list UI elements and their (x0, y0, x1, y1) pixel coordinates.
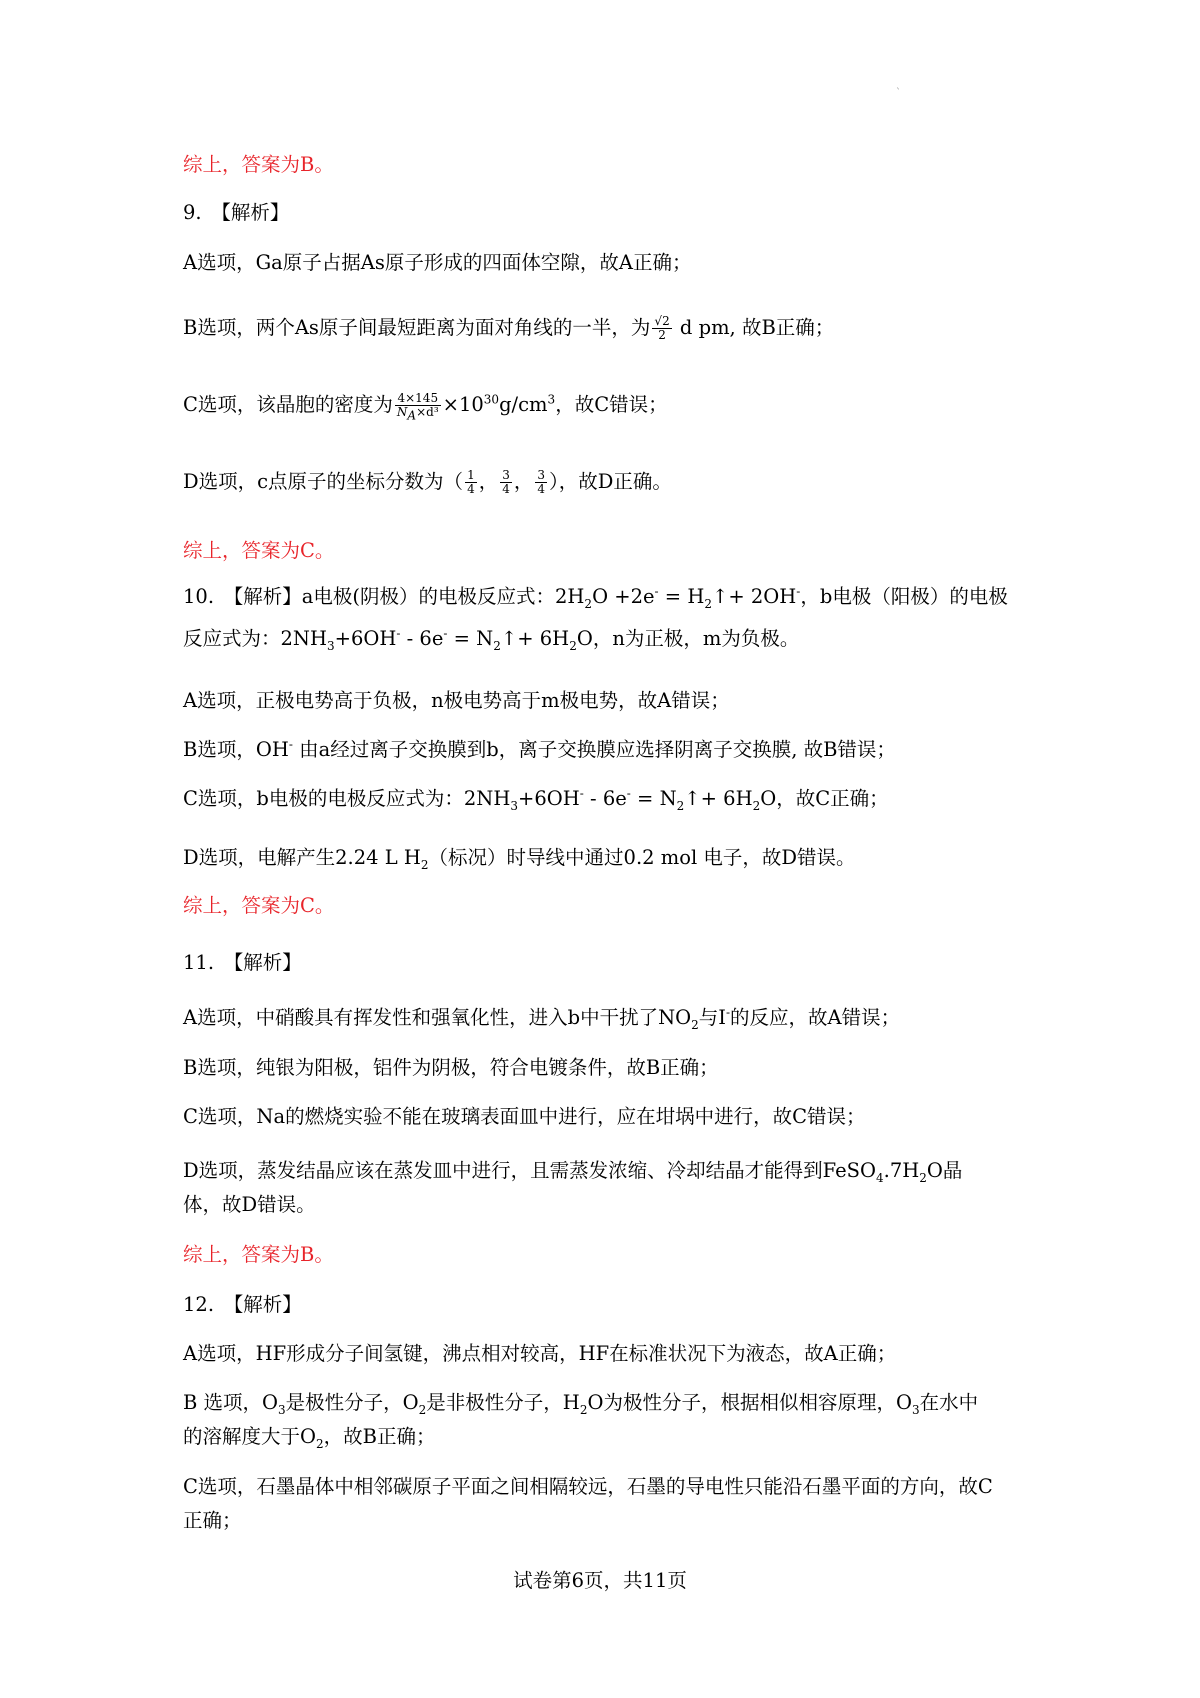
q10-reaction: 反应式为：$2NH_3+6OH^- - 6e^-$ = $N_2↑+ 6H_2O$，n为正极，m为负极。 (183, 626, 800, 653)
corner-mark: ` (896, 88, 901, 99)
q11-option-b: B选项，纯银为阳极，铝件为阴极，符合电镀条件，故B正确； (183, 1056, 719, 1079)
q10-option-b: B选项，OH- 由a经过离子交换膜到b，离子交换膜应选择阴离子交换膜, 故B错误； (183, 737, 896, 761)
density-fraction: $\frac{4\times 145}{N_A\times d^3}$ (396, 391, 439, 423)
q11-option-d: D选项，蒸发结晶应该在蒸发皿中进行，且需蒸发浓缩、冷却结晶才能得到$FeSO_4.7H_2O$晶 (183, 1159, 963, 1185)
q10-option-a: A选项，正极电势高于负极，n极电势高于m极电势，故A错误； (183, 689, 730, 712)
q12-option-b-cont: 的溶解度大于$O_2$，故B正确； (183, 1425, 436, 1451)
page-footer: 试卷第6页，共11页 (513, 1569, 687, 1592)
q10-option-d: D选项，电解产生2.24 L $H_2$（标况）时导线中通过0.2 mol 电子，故D错误。 (183, 846, 856, 872)
conclusion-9: 综上，答案为C。 (183, 539, 335, 562)
q12-option-c-cont: 正确； (183, 1509, 242, 1532)
q10-option-c: C选项，b电极的电极反应式为：$2NH_3+6OH^- - 6e^-$ = $N_2↑+ 6H_2O$，故C正确； (183, 786, 889, 813)
fraction-1-4: $\frac{1}{4}$ (467, 468, 475, 496)
fraction-sqrt2-over-2: $\frac{√2}{2}$ (654, 314, 670, 342)
conclusion-11: 综上，答案为B。 (183, 1243, 334, 1266)
q9-option-c: C选项，该晶胞的密度为 $\frac{4\times 145}{N_A\times d^3}$ $\times 10^{30}g/cm^3$，故C错误； (183, 391, 668, 423)
fraction-3-4: $\frac{3}{4}$ (537, 468, 546, 496)
q9-option-b: B选项，两个As原子间最短距离为面对角线的一半，为 $\frac{√2}{2}$ d pm, 故B正确； (183, 314, 835, 342)
conclusion-8: 综上，答案为B。 (183, 153, 334, 176)
fraction-3-4: $\frac{3}{4}$ (502, 468, 510, 496)
q9-option-a: A选项，Ga原子占据As原子形成的四面体空隙，故A正确； (183, 251, 692, 274)
conclusion-10: 综上，答案为C。 (183, 894, 335, 917)
q12-heading: 12. 【解析】 (183, 1293, 302, 1316)
q12-option-b: B 选项，$O_3$是极性分子，$O_2$是非极性分子，$H_2O$为极性分子，根据相似相容原理，$O_3$在水中 (183, 1391, 979, 1417)
q9-heading: 9. 【解析】 (183, 201, 290, 224)
q11-option-a: A选项，中硝酸具有挥发性和强氧化性，进入b中干扰了$NO_2$与I-的反应，故A错误； (183, 1005, 901, 1032)
q11-option-c: C选项，Na的燃烧实验不能在玻璃表面皿中进行，应在坩埚中进行，故C错误； (183, 1105, 866, 1128)
q11-heading: 11. 【解析】 (183, 951, 302, 974)
q12-option-c: C选项，石墨晶体中相邻碳原子平面之间相隔较远，石墨的导电性只能沿石墨平面的方向，故C (183, 1475, 993, 1498)
q11-option-d-cont: 体，故D错误。 (183, 1193, 316, 1216)
q12-option-a: A选项，HF形成分子间氢键，沸点相对较高，HF在标准状况下为液态，故A正确； (183, 1342, 897, 1365)
q9-option-d: D选项，c点原子的坐标分数为（ $\frac{1}{4}$ ， $\frac{3}{4}$ ， $\frac{3}{4}$ ），故D正确。 (183, 468, 672, 496)
q10-heading: 10. 【解析】a电极(阴极）的电极反应式：$2H_2O +2e^-$ = $H_2↑+ 2OH^-$，b电极（阳极）的电极 (183, 584, 1008, 611)
